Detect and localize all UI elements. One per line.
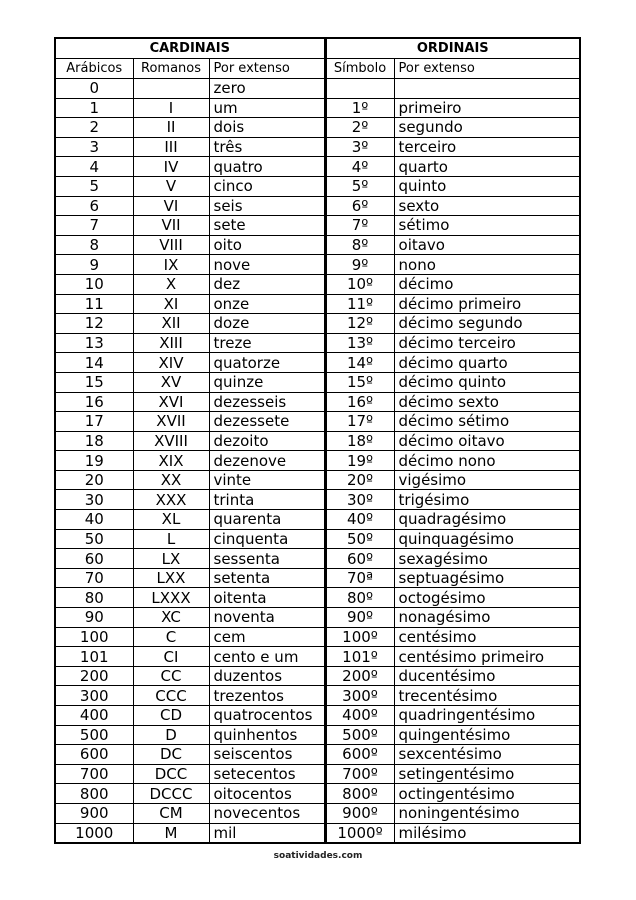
arabic-cell: 900 — [55, 803, 133, 823]
ordinal-symbol-cell: 10º — [325, 274, 394, 294]
roman-cell: XI — [133, 294, 209, 314]
ordinal-word-cell: centésimo primeiro — [394, 647, 580, 667]
arabic-cell: 18 — [55, 431, 133, 451]
ordinal-word-cell: vigésimo — [394, 470, 580, 490]
ordinal-word-cell: nonagésimo — [394, 608, 580, 628]
table-row — [55, 549, 580, 569]
cardinal-word-cell: trinta — [209, 490, 325, 510]
ordinal-symbol-cell: 20º — [325, 470, 394, 490]
table-row — [55, 353, 580, 373]
table-row — [55, 470, 580, 490]
arabic-cell: 80 — [55, 588, 133, 608]
arabic-cell: 50 — [55, 529, 133, 549]
ordinal-word-cell: quinto — [394, 176, 580, 196]
ordinal-word-cell: décimo quinto — [394, 372, 580, 392]
ordinal-word-cell: décimo sétimo — [394, 412, 580, 432]
table-row — [55, 196, 580, 216]
ordinal-word-cell: décimo sexto — [394, 392, 580, 412]
roman-cell: XXX — [133, 490, 209, 510]
arabic-cell: 300 — [55, 686, 133, 706]
ordinal-symbol-cell: 7º — [325, 216, 394, 236]
roman-cell: DCCC — [133, 784, 209, 804]
ordinal-word-cell: décimo primeiro — [394, 294, 580, 314]
roman-cell: DCC — [133, 764, 209, 784]
ordinal-word-cell: sétimo — [394, 216, 580, 236]
roman-cell: L — [133, 529, 209, 549]
ordinal-word-cell: quadragésimo — [394, 510, 580, 530]
ordinal-word-cell: décimo — [394, 274, 580, 294]
table-row — [55, 451, 580, 471]
ordinal-symbol-cell: 100º — [325, 627, 394, 647]
arabic-cell: 7 — [55, 216, 133, 236]
arabic-cell: 60 — [55, 549, 133, 569]
table-row — [55, 255, 580, 275]
roman-cell: XIX — [133, 451, 209, 471]
cardinal-word-cell: treze — [209, 333, 325, 353]
roman-cell: VI — [133, 196, 209, 216]
roman-cell: XC — [133, 608, 209, 628]
roman-cell: XIV — [133, 353, 209, 373]
ordinal-word-cell: centésimo — [394, 627, 580, 647]
roman-cell: DC — [133, 745, 209, 765]
roman-cell: XVIII — [133, 431, 209, 451]
ordinal-symbol-cell: 13º — [325, 333, 394, 353]
arabic-cell: 3 — [55, 137, 133, 157]
roman-cell: XVII — [133, 412, 209, 432]
ordinal-symbol-cell — [325, 79, 394, 99]
roman-cell: V — [133, 176, 209, 196]
cardinal-word-cell: dois — [209, 118, 325, 138]
site-footer: soatividades.com — [273, 851, 363, 861]
ordinal-word-cell — [394, 79, 580, 99]
roman-cell: LXXX — [133, 588, 209, 608]
roman-cell: CM — [133, 803, 209, 823]
ordinal-symbol-cell: 16º — [325, 392, 394, 412]
table-row — [55, 314, 580, 334]
table-row — [55, 157, 580, 177]
roman-cell: X — [133, 274, 209, 294]
ordinal-word-cell: décimo nono — [394, 451, 580, 471]
roman-cell: VIII — [133, 235, 209, 255]
ordinal-word-cell: quarto — [394, 157, 580, 177]
ordinal-word-cell: quinquagésimo — [394, 529, 580, 549]
cardinal-word-cell: trezentos — [209, 686, 325, 706]
cardinal-word-cell: quarenta — [209, 510, 325, 530]
arabic-cell: 1 — [55, 98, 133, 118]
cardinal-word-cell: mil — [209, 823, 325, 843]
ordinal-symbol-cell: 900º — [325, 803, 394, 823]
arabic-cell: 17 — [55, 412, 133, 432]
roman-cell: CCC — [133, 686, 209, 706]
ordinal-word-cell: quingentésimo — [394, 725, 580, 745]
ordinal-symbol-cell: 40º — [325, 510, 394, 530]
cardinal-word-cell: três — [209, 137, 325, 157]
ordinais-header: ORDINAIS — [325, 38, 580, 59]
ordinal-word-cell: trigésimo — [394, 490, 580, 510]
table-row — [55, 803, 580, 823]
roman-cell: M — [133, 823, 209, 843]
table-row — [55, 372, 580, 392]
roman-cell: CI — [133, 647, 209, 667]
table-row — [55, 529, 580, 549]
arabic-cell: 15 — [55, 372, 133, 392]
arabic-cell: 1000 — [55, 823, 133, 843]
ordinal-symbol-cell: 50º — [325, 529, 394, 549]
arabic-cell: 13 — [55, 333, 133, 353]
roman-cell: IV — [133, 157, 209, 177]
cardinal-word-cell: dez — [209, 274, 325, 294]
col-header-por-extenso-cardinal: Por extenso — [209, 59, 325, 79]
cardinal-word-cell: vinte — [209, 470, 325, 490]
cardinal-word-cell: nove — [209, 255, 325, 275]
arabic-cell: 9 — [55, 255, 133, 275]
cardinal-word-cell: novecentos — [209, 803, 325, 823]
table-row — [55, 823, 580, 843]
arabic-cell: 40 — [55, 510, 133, 530]
table-row — [55, 137, 580, 157]
ordinal-word-cell: octingentésimo — [394, 784, 580, 804]
ordinal-symbol-cell: 6º — [325, 196, 394, 216]
roman-cell: XV — [133, 372, 209, 392]
table-row — [55, 647, 580, 667]
cardinal-word-cell: quinhentos — [209, 725, 325, 745]
ordinal-symbol-cell: 8º — [325, 235, 394, 255]
table-row — [55, 588, 580, 608]
ordinal-symbol-cell: 18º — [325, 431, 394, 451]
ordinal-word-cell: terceiro — [394, 137, 580, 157]
cardinal-word-cell: cento e um — [209, 647, 325, 667]
roman-cell: XII — [133, 314, 209, 334]
roman-cell: I — [133, 98, 209, 118]
arabic-cell: 600 — [55, 745, 133, 765]
ordinal-word-cell: décimo quarto — [394, 353, 580, 373]
cardinal-word-cell: dezenove — [209, 451, 325, 471]
ordinal-word-cell: milésimo — [394, 823, 580, 843]
ordinal-word-cell: octogésimo — [394, 588, 580, 608]
roman-cell: XL — [133, 510, 209, 530]
cardinal-word-cell: oitenta — [209, 588, 325, 608]
table-row — [55, 784, 580, 804]
cardinal-word-cell: quatrocentos — [209, 706, 325, 726]
table-row — [55, 627, 580, 647]
ordinal-word-cell: sexagésimo — [394, 549, 580, 569]
ordinal-word-cell: décimo terceiro — [394, 333, 580, 353]
cardinal-word-cell: noventa — [209, 608, 325, 628]
roman-cell: XVI — [133, 392, 209, 412]
cardinal-word-cell: oito — [209, 235, 325, 255]
arabic-cell: 90 — [55, 608, 133, 628]
numerals-table — [54, 37, 581, 844]
ordinal-word-cell: noningentésimo — [394, 803, 580, 823]
ordinal-symbol-cell: 14º — [325, 353, 394, 373]
arabic-cell: 4 — [55, 157, 133, 177]
arabic-cell: 100 — [55, 627, 133, 647]
col-header-romanos: Romanos — [133, 59, 209, 79]
arabic-cell: 101 — [55, 647, 133, 667]
roman-cell — [133, 79, 209, 99]
roman-cell: II — [133, 118, 209, 138]
cardinal-word-cell: oitocentos — [209, 784, 325, 804]
col-header-arabicos: Arábicos — [55, 59, 133, 79]
roman-cell: C — [133, 627, 209, 647]
ordinal-symbol-cell: 3º — [325, 137, 394, 157]
arabic-cell: 11 — [55, 294, 133, 314]
ordinal-symbol-cell: 70ª — [325, 568, 394, 588]
ordinal-symbol-cell: 80º — [325, 588, 394, 608]
table-row — [55, 686, 580, 706]
arabic-cell: 8 — [55, 235, 133, 255]
ordinal-word-cell: décimo segundo — [394, 314, 580, 334]
ordinal-symbol-cell: 300º — [325, 686, 394, 706]
table-row — [55, 608, 580, 628]
table-row — [55, 745, 580, 765]
ordinal-symbol-cell: 17º — [325, 412, 394, 432]
ordinal-word-cell: trecentésimo — [394, 686, 580, 706]
ordinal-symbol-cell: 4º — [325, 157, 394, 177]
roman-cell: D — [133, 725, 209, 745]
arabic-cell: 400 — [55, 706, 133, 726]
ordinal-symbol-cell: 60º — [325, 549, 394, 569]
table-row — [55, 706, 580, 726]
cardinal-word-cell: cinquenta — [209, 529, 325, 549]
roman-cell: VII — [133, 216, 209, 236]
cardinal-word-cell: sete — [209, 216, 325, 236]
cardinal-word-cell: onze — [209, 294, 325, 314]
arabic-cell: 10 — [55, 274, 133, 294]
section-header-row — [55, 38, 580, 59]
arabic-cell: 800 — [55, 784, 133, 804]
ordinal-symbol-cell: 5º — [325, 176, 394, 196]
ordinal-symbol-cell: 800º — [325, 784, 394, 804]
table-row — [55, 216, 580, 236]
cardinal-word-cell: dezesseis — [209, 392, 325, 412]
arabic-cell: 19 — [55, 451, 133, 471]
cardinal-word-cell: setecentos — [209, 764, 325, 784]
ordinal-symbol-cell: 2º — [325, 118, 394, 138]
ordinal-symbol-cell: 400º — [325, 706, 394, 726]
table-row — [55, 725, 580, 745]
table-row — [55, 79, 580, 99]
roman-cell: CC — [133, 666, 209, 686]
ordinal-word-cell: oitavo — [394, 235, 580, 255]
arabic-cell: 30 — [55, 490, 133, 510]
cardinal-word-cell: seis — [209, 196, 325, 216]
cardinal-word-cell: cinco — [209, 176, 325, 196]
table-body — [55, 79, 580, 844]
ordinal-word-cell: sexcentésimo — [394, 745, 580, 765]
cardinais-header: CARDINAIS — [55, 38, 325, 59]
ordinal-symbol-cell: 30º — [325, 490, 394, 510]
cardinal-word-cell: sessenta — [209, 549, 325, 569]
ordinal-symbol-cell: 1º — [325, 98, 394, 118]
roman-cell: IX — [133, 255, 209, 275]
cardinal-word-cell: quinze — [209, 372, 325, 392]
roman-cell: XIII — [133, 333, 209, 353]
table-row — [55, 764, 580, 784]
cardinal-word-cell: dezoito — [209, 431, 325, 451]
ordinal-word-cell: décimo oitavo — [394, 431, 580, 451]
roman-cell: CD — [133, 706, 209, 726]
table-row — [55, 568, 580, 588]
table-row — [55, 235, 580, 255]
arabic-cell: 16 — [55, 392, 133, 412]
arabic-cell: 20 — [55, 470, 133, 490]
ordinal-word-cell: ducentésimo — [394, 666, 580, 686]
arabic-cell: 70 — [55, 568, 133, 588]
table-row — [55, 98, 580, 118]
arabic-cell: 200 — [55, 666, 133, 686]
arabic-cell: 14 — [55, 353, 133, 373]
roman-cell: LXX — [133, 568, 209, 588]
table-row — [55, 392, 580, 412]
arabic-cell: 0 — [55, 79, 133, 99]
ordinal-word-cell: quadringentésimo — [394, 706, 580, 726]
ordinal-symbol-cell: 15º — [325, 372, 394, 392]
arabic-cell: 700 — [55, 764, 133, 784]
arabic-cell: 2 — [55, 118, 133, 138]
cardinal-word-cell: dezessete — [209, 412, 325, 432]
ordinal-symbol-cell: 12º — [325, 314, 394, 334]
table-row — [55, 333, 580, 353]
table-row — [55, 412, 580, 432]
table-row — [55, 490, 580, 510]
ordinal-symbol-cell: 600º — [325, 745, 394, 765]
cardinal-word-cell: um — [209, 98, 325, 118]
ordinal-word-cell: nono — [394, 255, 580, 275]
cardinal-word-cell: zero — [209, 79, 325, 99]
table-row — [55, 510, 580, 530]
cardinal-word-cell: duzentos — [209, 666, 325, 686]
cardinal-word-cell: quatorze — [209, 353, 325, 373]
roman-cell: LX — [133, 549, 209, 569]
ordinal-word-cell: primeiro — [394, 98, 580, 118]
col-header-simbolo: Símbolo — [325, 59, 394, 79]
table-row — [55, 176, 580, 196]
ordinal-word-cell: sexto — [394, 196, 580, 216]
roman-cell: III — [133, 137, 209, 157]
col-header-por-extenso-ordinal: Por extenso — [394, 59, 580, 79]
table-row — [55, 274, 580, 294]
cardinal-word-cell: doze — [209, 314, 325, 334]
column-header-row — [55, 59, 580, 79]
ordinal-word-cell: segundo — [394, 118, 580, 138]
cardinal-word-cell: setenta — [209, 568, 325, 588]
ordinal-symbol-cell: 200º — [325, 666, 394, 686]
ordinal-word-cell: setingentésimo — [394, 764, 580, 784]
ordinal-symbol-cell: 500º — [325, 725, 394, 745]
ordinal-symbol-cell: 9º — [325, 255, 394, 275]
arabic-cell: 5 — [55, 176, 133, 196]
roman-cell: XX — [133, 470, 209, 490]
table-row — [55, 431, 580, 451]
ordinal-word-cell: septuagésimo — [394, 568, 580, 588]
ordinal-symbol-cell: 700º — [325, 764, 394, 784]
ordinal-symbol-cell: 19º — [325, 451, 394, 471]
ordinal-symbol-cell: 101º — [325, 647, 394, 667]
ordinal-symbol-cell: 1000º — [325, 823, 394, 843]
table-row — [55, 118, 580, 138]
arabic-cell: 12 — [55, 314, 133, 334]
cardinal-word-cell: cem — [209, 627, 325, 647]
table-row — [55, 294, 580, 314]
ordinal-symbol-cell: 11º — [325, 294, 394, 314]
ordinal-symbol-cell: 90º — [325, 608, 394, 628]
cardinal-word-cell: quatro — [209, 157, 325, 177]
cardinal-word-cell: seiscentos — [209, 745, 325, 765]
table-row — [55, 666, 580, 686]
arabic-cell: 6 — [55, 196, 133, 216]
arabic-cell: 500 — [55, 725, 133, 745]
